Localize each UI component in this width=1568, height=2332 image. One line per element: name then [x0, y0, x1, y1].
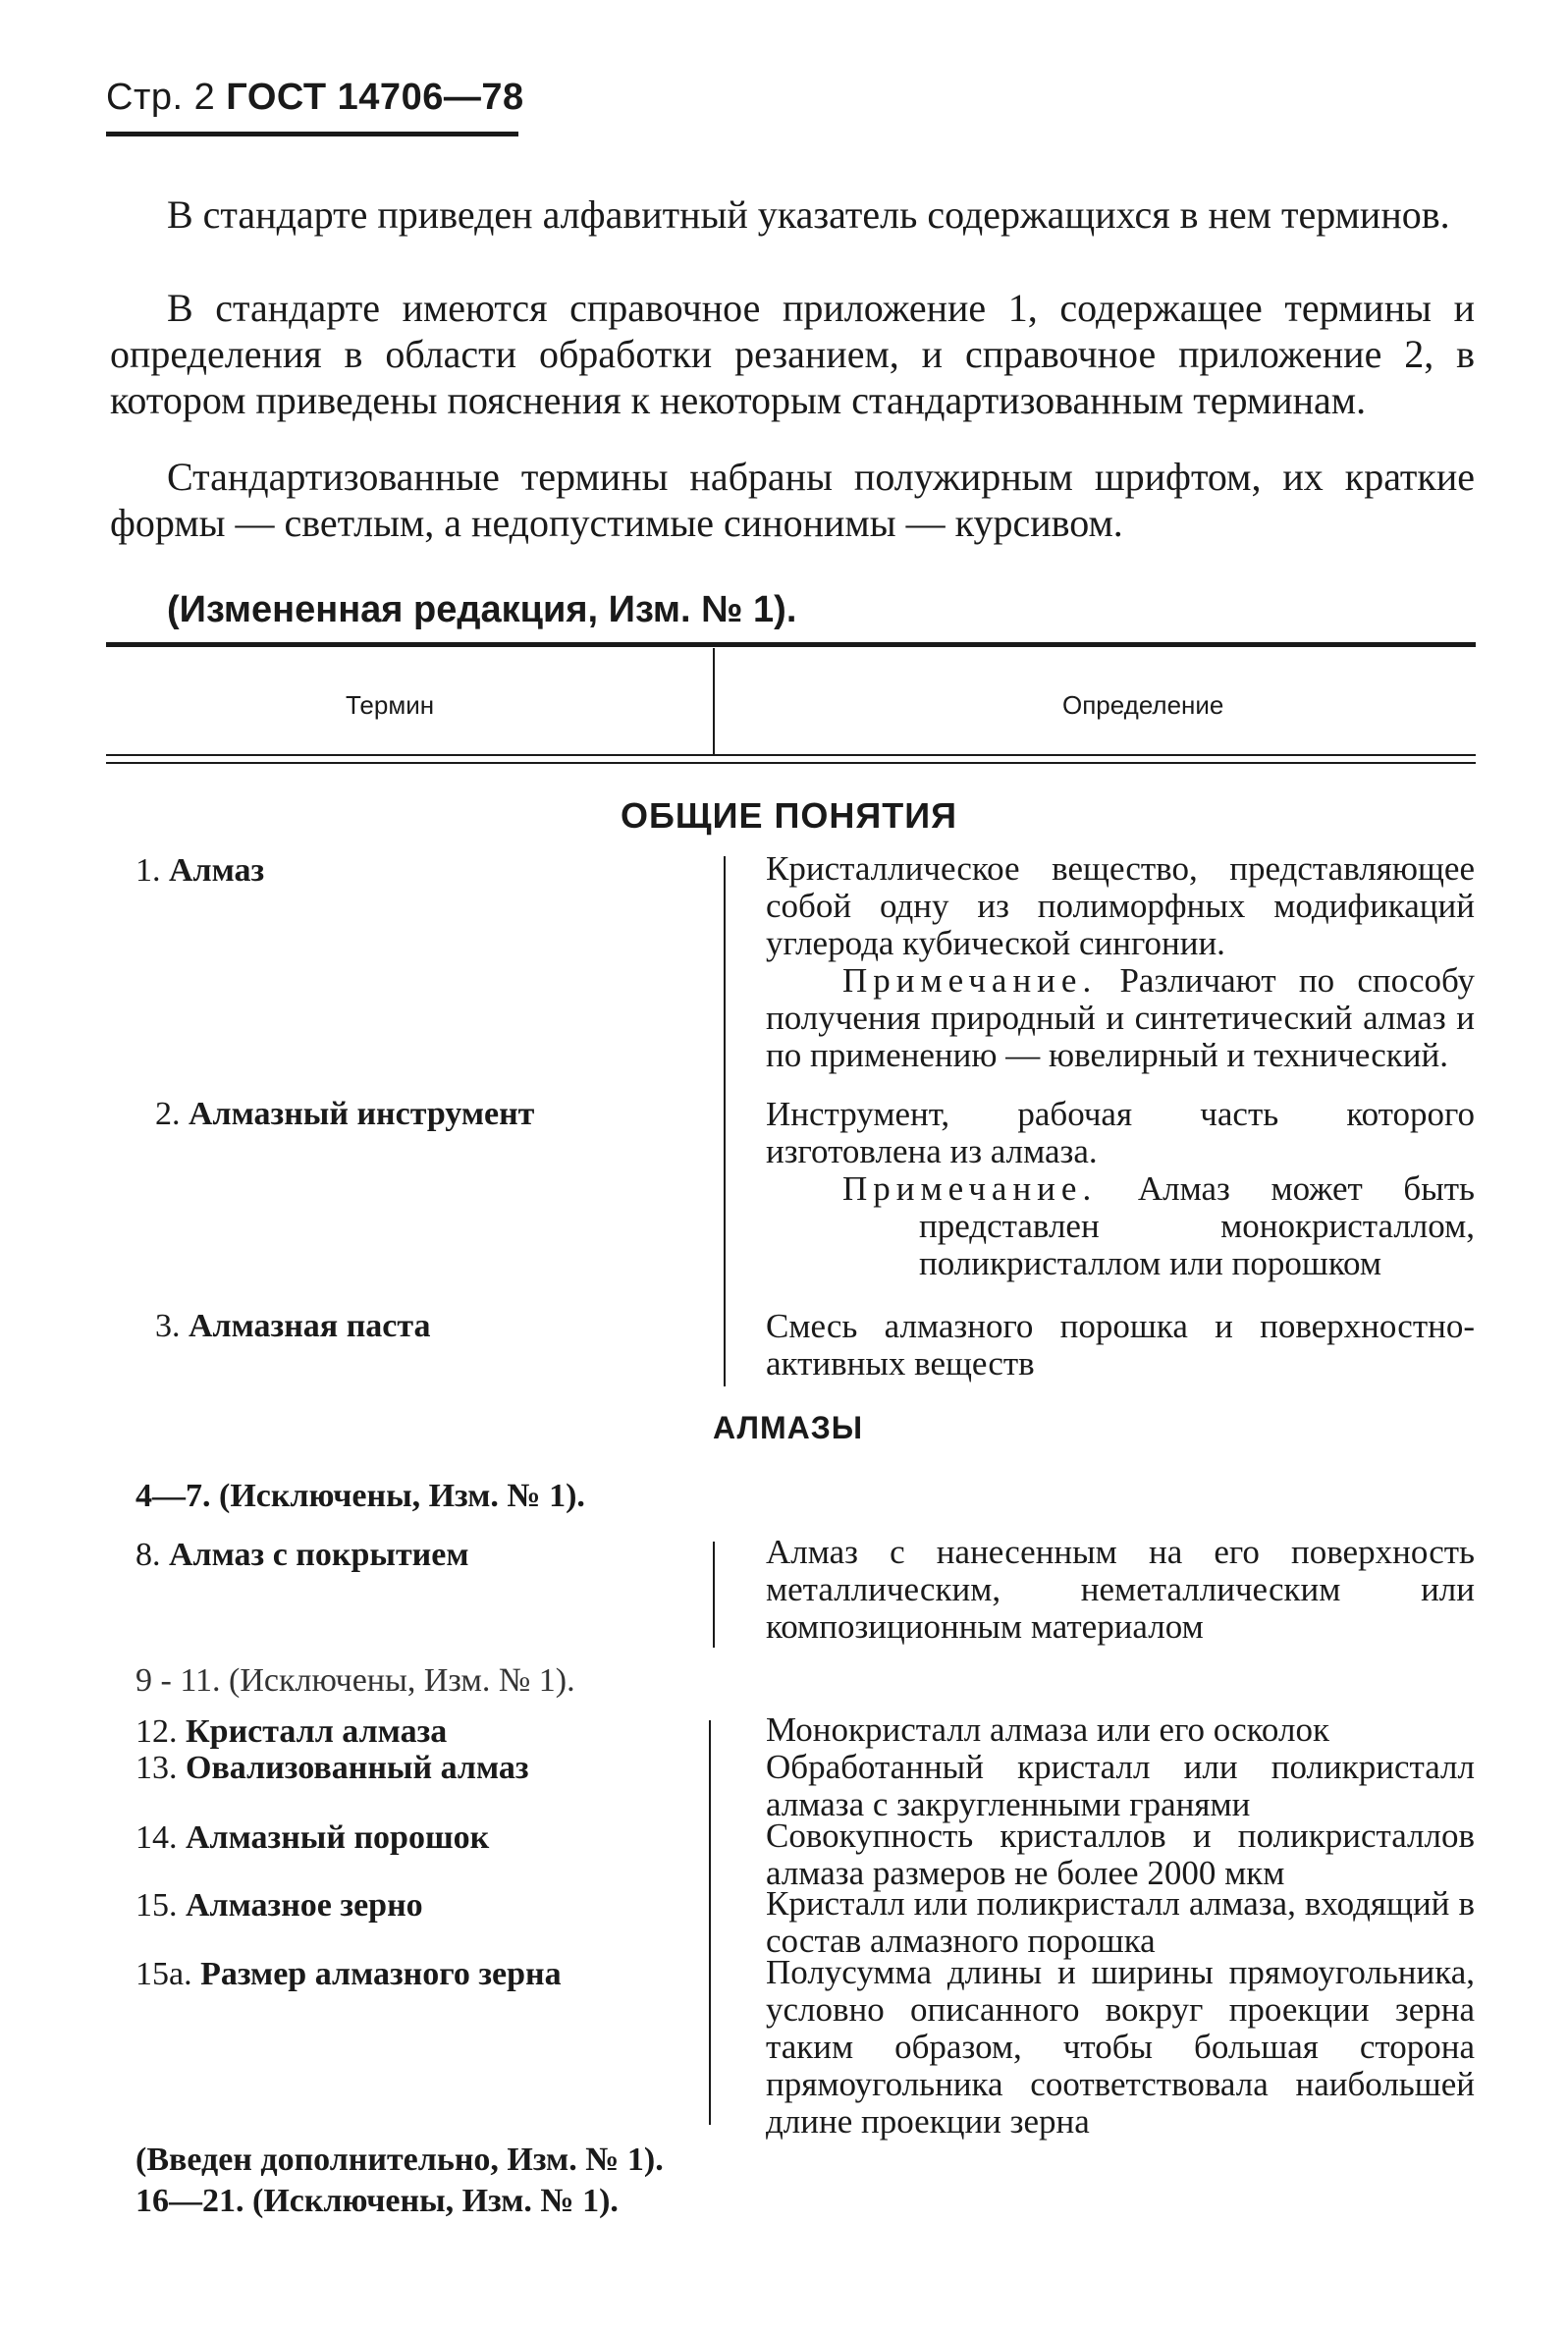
excluded-4-7: [135, 1478, 585, 1515]
definition-text: Кристаллическое вещество, представляющее собой одну из полиморфных модификаций углерода кубической сингонии.: [766, 849, 1475, 962]
added-text: (Введен дополнительно, Изм. № 1).: [135, 2142, 664, 2178]
note-text: Различают по способу получения природный и синтетический алмаз и по применению — ювелирный и технический.: [766, 961, 1475, 1074]
column-divider-8: [713, 1542, 715, 1648]
intro-paragraph-1: В стандарте приведен алфавитный указатель содержащихся в нем терминов.: [167, 192, 1450, 237]
term-name: Кристалл алмаза: [186, 1713, 448, 1750]
definition-3: [766, 1308, 1475, 1383]
term-2: [155, 1096, 534, 1133]
definition-text: Кристалл или поликристалл алмаза, входящий в состав алмазного порошка: [766, 1884, 1475, 1960]
definition-2: [766, 1096, 1475, 1282]
amendment-text: (Измененная редакция, Изм. № 1).: [167, 589, 797, 630]
term-3: [155, 1308, 431, 1345]
excluded-9-11: [135, 1662, 575, 1700]
intro-block-2: [110, 285, 1475, 423]
term-number: 13.: [135, 1750, 178, 1786]
page-header: [106, 77, 524, 119]
term-name: Размер алмазного зерна: [200, 1956, 562, 1992]
intro-block-3: [110, 454, 1475, 546]
term-number: 12.: [135, 1713, 178, 1750]
term-number: 14.: [135, 1819, 178, 1856]
term-13: [135, 1750, 529, 1787]
definition-13: [766, 1749, 1475, 1823]
term-name: Алмазное зерно: [186, 1887, 423, 1924]
term-name: Овализованный алмаз: [186, 1750, 529, 1786]
added-note: [135, 2142, 664, 2179]
table-top-rule: [106, 642, 1476, 647]
note-2: [842, 1170, 1475, 1282]
term-number: 2.: [155, 1096, 181, 1132]
term-12: [135, 1713, 447, 1751]
section-title-diamonds: АЛМАЗЫ: [713, 1410, 864, 1445]
intro-paragraph-2: В стандарте имеются справочное приложение 1, содержащее термины и определения в области обработки резанием, и справочное приложение 2, в котором приведены пояснения к некоторым стандартизованным терминам.: [110, 286, 1475, 422]
term-name: Алмаз: [169, 852, 265, 889]
intro-paragraph-3: Стандартизованные термины набраны полужирным шрифтом, их краткие формы — светлым, а недопустимые синонимы — курсивом.: [110, 455, 1475, 545]
excluded-text: 9 - 11. (Исключены, Изм. № 1).: [135, 1662, 575, 1699]
excluded-16-21: [135, 2183, 619, 2220]
term-number: 1.: [135, 852, 161, 889]
term-name: Алмазный порошок: [186, 1819, 490, 1856]
excluded-text: 16—21. (Исключены, Изм. № 1).: [135, 2183, 619, 2219]
term-name: Алмазный инструмент: [189, 1096, 535, 1132]
term-1: [135, 852, 264, 890]
definition-1: [766, 850, 1475, 1074]
term-name: Алмаз с покрытием: [169, 1537, 469, 1573]
amendment-note: [110, 587, 1475, 633]
term-8: [135, 1537, 469, 1574]
term-number: 15а.: [135, 1956, 192, 1992]
standard-number: ГОСТ 14706—78: [226, 77, 524, 118]
definition-text: Алмаз с нанесенным на его поверхность металлическим, неметаллическим или композиционным материалом: [766, 1533, 1475, 1646]
term-number: 3.: [155, 1308, 181, 1344]
term-number: 8.: [135, 1537, 161, 1573]
definition-text: Монокристалл алмаза или его осколок: [766, 1710, 1329, 1749]
term-15a: [135, 1956, 562, 1993]
table-header-rule-2: [106, 762, 1476, 764]
intro-block: [110, 191, 1475, 238]
column-divider-1: [724, 856, 726, 1386]
definition-text: Совокупность кристаллов и поликристаллов алмаза размеров не более 2000 мкм: [766, 1817, 1475, 1892]
term-name: Алмазная паста: [189, 1308, 431, 1344]
column-header-definition: Определение: [1062, 690, 1224, 720]
note-label: Примечание.: [842, 961, 1098, 1000]
definition-text: Смесь алмазного порошка и поверхностно-активных веществ: [766, 1307, 1475, 1383]
term-14: [135, 1819, 489, 1857]
note-1: [766, 962, 1475, 1074]
column-header-term: Термин: [346, 690, 435, 720]
definition-15a: [766, 1954, 1475, 2141]
definition-text: Инструмент, рабочая часть которого изготовлена из алмаза.: [766, 1095, 1475, 1170]
definition-text: Обработанный кристалл или поликристалл алмаза с закругленными гранями: [766, 1748, 1475, 1823]
definition-text: Полусумма длины и ширины прямоугольника, условно описанного вокруг проекции зерна таким образом, чтобы большая сторона прямоугольника соответствовала наибольшей длине проекции зерна: [766, 1953, 1475, 2141]
table-header-rule-1: [106, 754, 1476, 756]
term-15: [135, 1887, 423, 1925]
column-divider-12: [709, 1720, 711, 2125]
table-header-divider: [713, 648, 715, 754]
definition-15: [766, 1885, 1475, 1960]
header-rule: [106, 132, 518, 136]
section-title-general: ОБЩИЕ ПОНЯТИЯ: [621, 795, 957, 836]
term-number: 15.: [135, 1887, 178, 1924]
definition-12: [766, 1711, 1475, 1749]
page-label: Стр. 2: [106, 77, 216, 118]
excluded-text: 4—7. (Исключены, Изм. № 1).: [135, 1478, 585, 1514]
note-text: Алмаз может быть представлен монокристаллом, поликристаллом или порошком: [919, 1169, 1475, 1282]
note-label: Примечание.: [842, 1169, 1098, 1208]
definition-8: [766, 1534, 1475, 1646]
definition-14: [766, 1817, 1475, 1892]
